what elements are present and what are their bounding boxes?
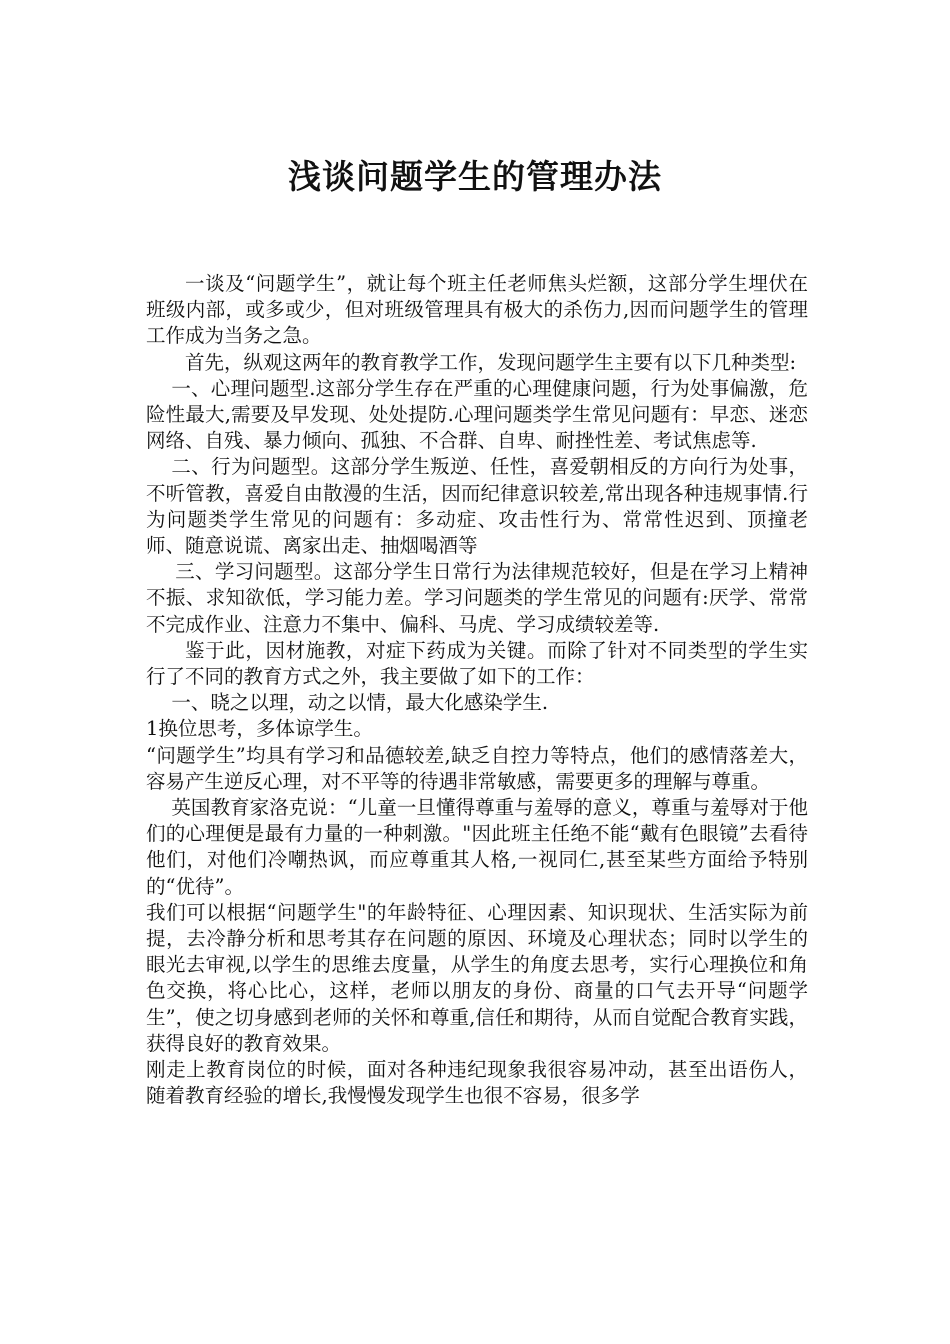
paragraph-p6: 鉴于此，因材施教，对症下药成为关键。而除了针对不同类型的学生实行了不同的教育方式之外，我主要做了如下的工作： [146,638,808,689]
paragraph-p4: 二、行为问题型。这部分学生叛逆、任性，喜爱朝相反的方向行为处事，不听管教，喜爱自由散漫的生活，因而纪律意识较差,常出现各种违规事情.行为问题类学生常见的问题有：多动症、攻击性行为、常常性迟到、顶撞老师、随意说谎、离家出走、抽烟喝酒等 [146,455,808,558]
paragraph-p8: 1换位思考，多体谅学生。 [146,717,373,741]
paragraph-p5: 三、学习问题型。这部分学生日常行为法律规范较好，但是在学习上精神不振、求知欲低，学习能力差。学习问题类的学生常见的问题有:厌学、常常不完成作业、注意力不集中、偏科、马虎、学习成绩较差等. [146,560,808,636]
paragraph-p2: 首先，纵观这两年的教育教学工作，发现问题学生主要有以下几种类型: [185,350,797,374]
paragraph-p11: 我们可以根据“问题学生"的年龄特征、心理因素、知识现状、生活实际为前提，去冷静分析和思考其存在问题的原因、环境及心理状态；同时以学生的眼光去审视,以学生的思维去度量，从学生的角度去思考，实行心理换位和角色交换，将心比心，这样，老师以朋友的身份、商量的口气去开导“问题学生”，使之切身感到老师的关怀和尊重,信任和期待，从而自觉配合教育实践，获得良好的教育效果。 [146,900,808,1055]
paragraph-p10: 英国教育家洛克说：“儿童一旦懂得尊重与羞辱的意义，尊重与羞辱对于他们的心理便是最有力量的一种刺激。"因此班主任绝不能“戴有色眼镜”去看待他们，对他们冷嘲热讽，而应尊重其人格,一视同仁,甚至某些方面给予特别的“优待”。 [146,796,808,898]
paragraph-p12: 刚走上教育岗位的时候，面对各种违纪现象我很容易冲动，甚至出语伤人，随着教育经验的增长,我慢慢发现学生也很不容易，很多学 [146,1058,808,1108]
document-title: 浅谈问题学生的管理办法 [288,157,662,196]
paragraph-p9: “问题学生”均具有学习和品德较差,缺乏自控力等特点，他们的感情落差大，容易产生逆反心理，对不平等的待遇非常敏感，需要更多的理解与尊重。 [146,743,808,793]
paragraph-p7: 一、晓之以理，动之以情，最大化感染学生. [171,691,549,715]
paragraph-p1: 一谈及“问题学生”，就让每个班主任老师焦头烂额，这部分学生埋伏在班级内部，或多或少，但对班级管理具有极大的杀伤力,因而问题学生的管理工作成为当务之急。 [146,272,808,348]
paragraph-p3: 一、心理问题型.这部分学生存在严重的心理健康问题，行为处事偏激，危险性最大,需要及早发现、处处提防.心理问题类学生常见问题有：早恋、迷恋网络、自残、暴力倾向、孤独、不合群、自卑、耐挫性差、考试焦虑等. [146,376,808,453]
document-body [146,271,808,1110]
